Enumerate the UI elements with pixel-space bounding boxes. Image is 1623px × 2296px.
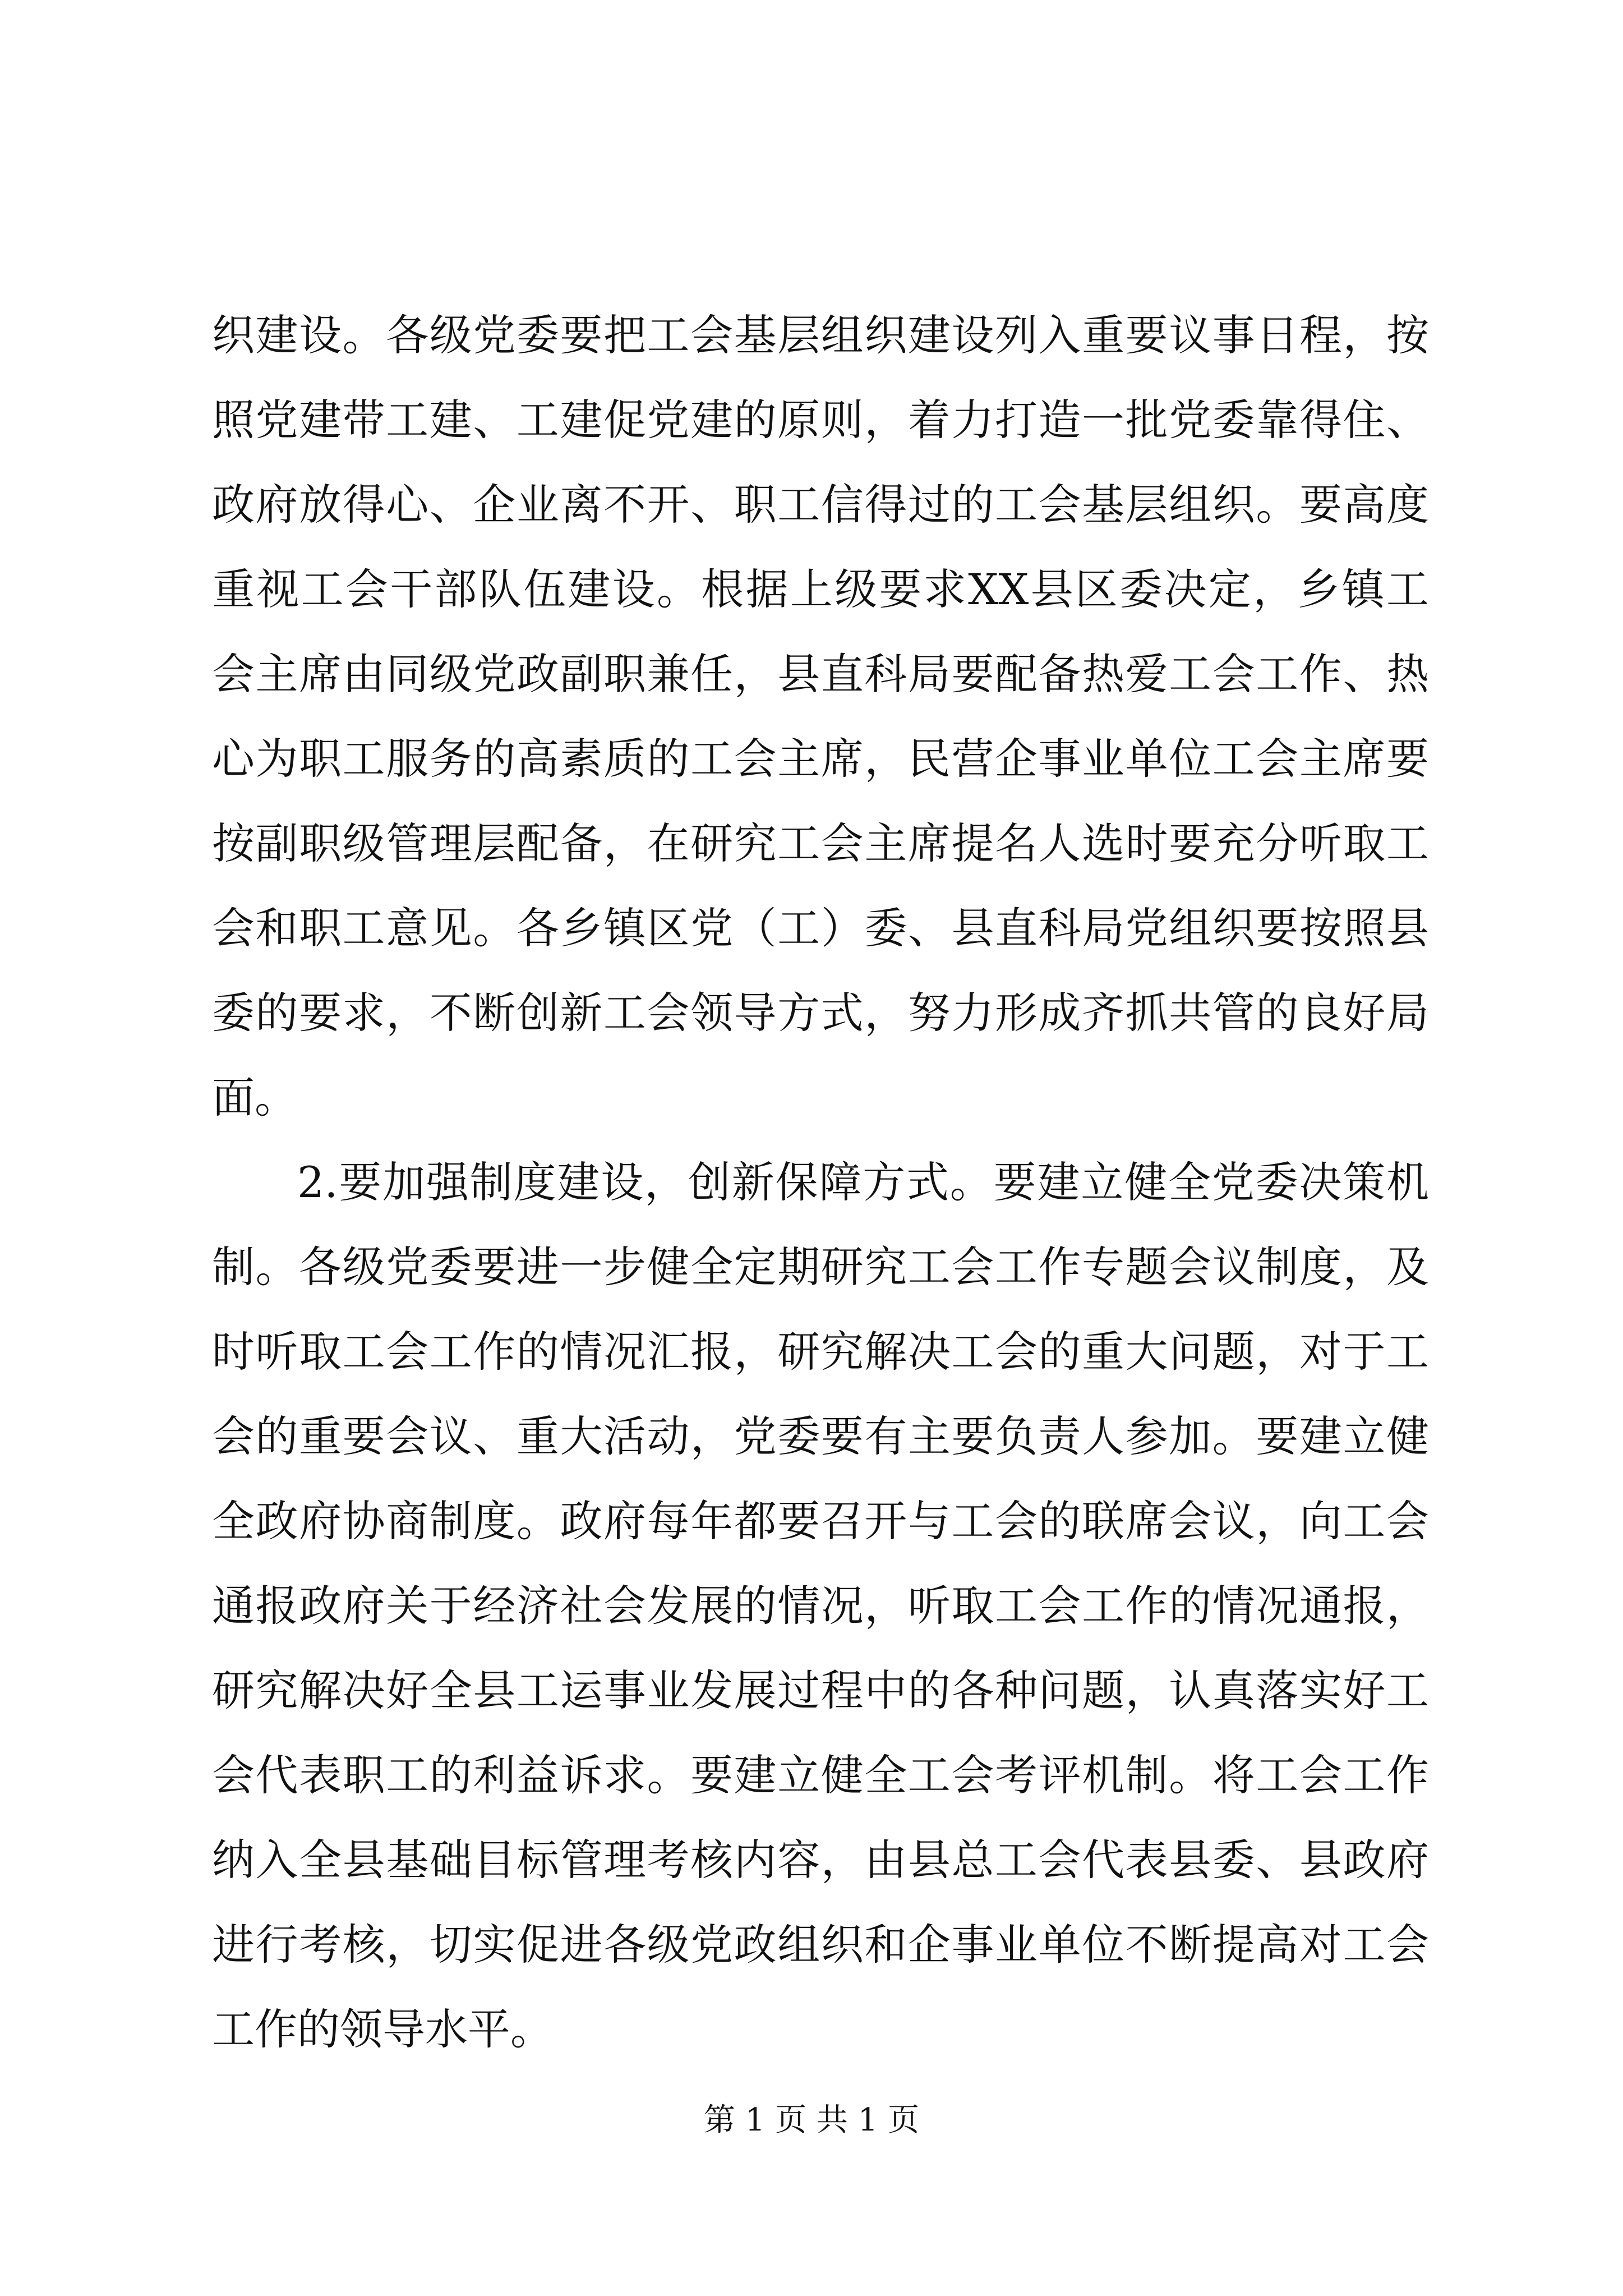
text-line: 通报政府关于经济社会发展的情况，听取工会工作的情况通报， bbox=[212, 1581, 1429, 1631]
text-line: 政府放得心、企业离不开、职工信得过的工会基层组织。要高度 bbox=[212, 480, 1429, 530]
text-line: 纳入全县基础目标管理考核内容，由县总工会代表县委、县政府 bbox=[212, 1835, 1429, 1885]
text-line: 重视工会干部队伍建设。根据上级要求XX县区委决定，乡镇工 bbox=[212, 564, 1429, 614]
text-line: 2.要加强制度建设，创新保障方式。要建立健全党委决策机 bbox=[297, 1157, 1429, 1207]
text-line: 时听取工会工作的情况汇报，研究解决工会的重大问题，对于工 bbox=[212, 1327, 1429, 1377]
text-line: 全政府协商制度。政府每年都要召开与工会的联席会议，向工会 bbox=[212, 1496, 1429, 1546]
text-line: 工作的领导水平。 bbox=[212, 2004, 553, 2054]
text-line: 委的要求，不断创新工会领导方式，努力形成齐抓共管的良好局 bbox=[212, 988, 1429, 1038]
text-line: 织建设。各级党委要把工会基层组织建设列入重要议事日程，按 bbox=[212, 310, 1429, 360]
paragraph-1 bbox=[212, 293, 1429, 1140]
text-line: 会的重要会议、重大活动，党委要有主要负责人参加。要建立健 bbox=[212, 1411, 1429, 1461]
text-line: 会和职工意见。各乡镇区党（工）委、县直科局党组织要按照县 bbox=[212, 903, 1429, 953]
paragraph-2 bbox=[212, 1140, 1429, 2072]
text-line: 制。各级党委要进一步健全定期研究工会工作专题会议制度，及 bbox=[212, 1242, 1429, 1292]
text-line: 照党建带工建、工建促党建的原则，着力打造一批党委靠得住、 bbox=[212, 395, 1429, 445]
text-line: 面。 bbox=[212, 1073, 297, 1122]
text-line: 会代表职工的利益诉求。要建立健全工会考评机制。将工会工作 bbox=[212, 1750, 1429, 1800]
body-text bbox=[212, 293, 1429, 2072]
text-line: 研究解决好全县工运事业发展过程中的各种问题，认真落实好工 bbox=[212, 1665, 1429, 1715]
text-line: 会主席由同级党政副职兼任，县直科局要配备热爱工会工作、热 bbox=[212, 649, 1429, 699]
text-line: 心为职工服务的高素质的工会主席，民营企事业单位工会主席要 bbox=[212, 734, 1429, 784]
text-line: 进行考核，切实促进各级党政组织和企事业单位不断提高对工会 bbox=[212, 1920, 1429, 1970]
text-line: 按副职级管理层配备，在研究工会主席提名人选时要充分听取工 bbox=[212, 818, 1429, 868]
page-footer: 第 1 页 共 1 页 bbox=[703, 2102, 920, 2138]
